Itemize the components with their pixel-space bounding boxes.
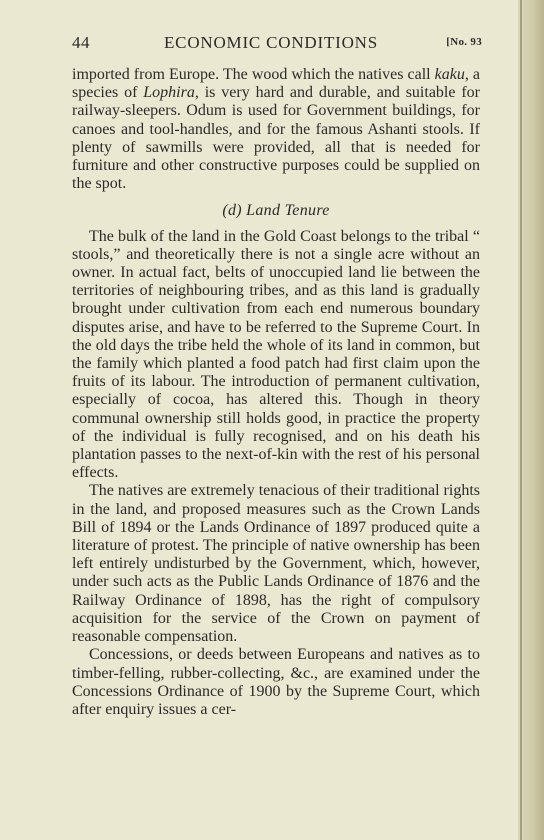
page-number: 44 [72, 33, 90, 52]
running-header [72, 33, 482, 55]
page-body [72, 66, 480, 719]
paragraph-land-ownership: The bulk of the land in the Gold Coast belongs to the tribal “ stools,” and theoretically there is not a single acre without an owner. In actual fact, belts of unoccupied land lie between the territories of neighbouring tribes, and as this land is gradually brought under cultivation from each end numerous boundary disputes arise, and have to be referred to the Supreme Court. In the old days the tribe held the whole of its land in common, but the family which planted a food patch had first claim upon the fruits of its labour. The introduction of permanent cultivation, especially of cocoa, has altered this. Though in theory communal ownership still holds good, in practice the property of the individual is fully recognised, and on his death his plantation passes to the next-of-kin with the rest of his personal effects. [72, 227, 480, 482]
term-lophira: Lophira [143, 84, 195, 102]
paragraph-native-rights: The natives are extremely tenacious of their traditional rights in the land, and proposed measures such as the Crown Lands Bill of 1894 or the Lands Ordinance of 1897 produced quite a literature of protest. The principle of native ownership has been left entirely undisturbed by the Government, which, however, under such acts as the Public Lands Ordinance of 1876 and the Railway Ordinance of 1898, has the right of compulsory acquisition for the service of the Crown on payment of reasonable compensation. [72, 482, 480, 646]
running-title: ECONOMIC CONDITIONS [164, 33, 379, 52]
document-number: [No. 93 [446, 36, 482, 48]
paragraph-text: , is very hard and durable, and suitable for railway-sleepers. Odum is used for Government buildings, for canoes and tool-handles, and for the famous Ashanti stools. If plenty of sawmills were provided, all that is needed for furniture and other constructive purposes could be supplied on the spot. [72, 84, 480, 193]
term-kaku: kaku [434, 66, 465, 83]
paragraph-timber [72, 66, 480, 193]
page-gutter-line [520, 0, 522, 840]
paragraph-text: imported from Europe. The wood which the natives call [72, 66, 435, 83]
paragraph-text: , a species of [72, 66, 480, 102]
paragraph-concessions: Concessions, or deeds between Europeans and natives as to timber-felling, rubber-collecting, &c., are examined under the Concessions Ordinance of 1900 by the Supreme Court, which after enquiry issues a cer- [72, 646, 480, 718]
section-heading: (d) Land Tenure [222, 202, 330, 220]
